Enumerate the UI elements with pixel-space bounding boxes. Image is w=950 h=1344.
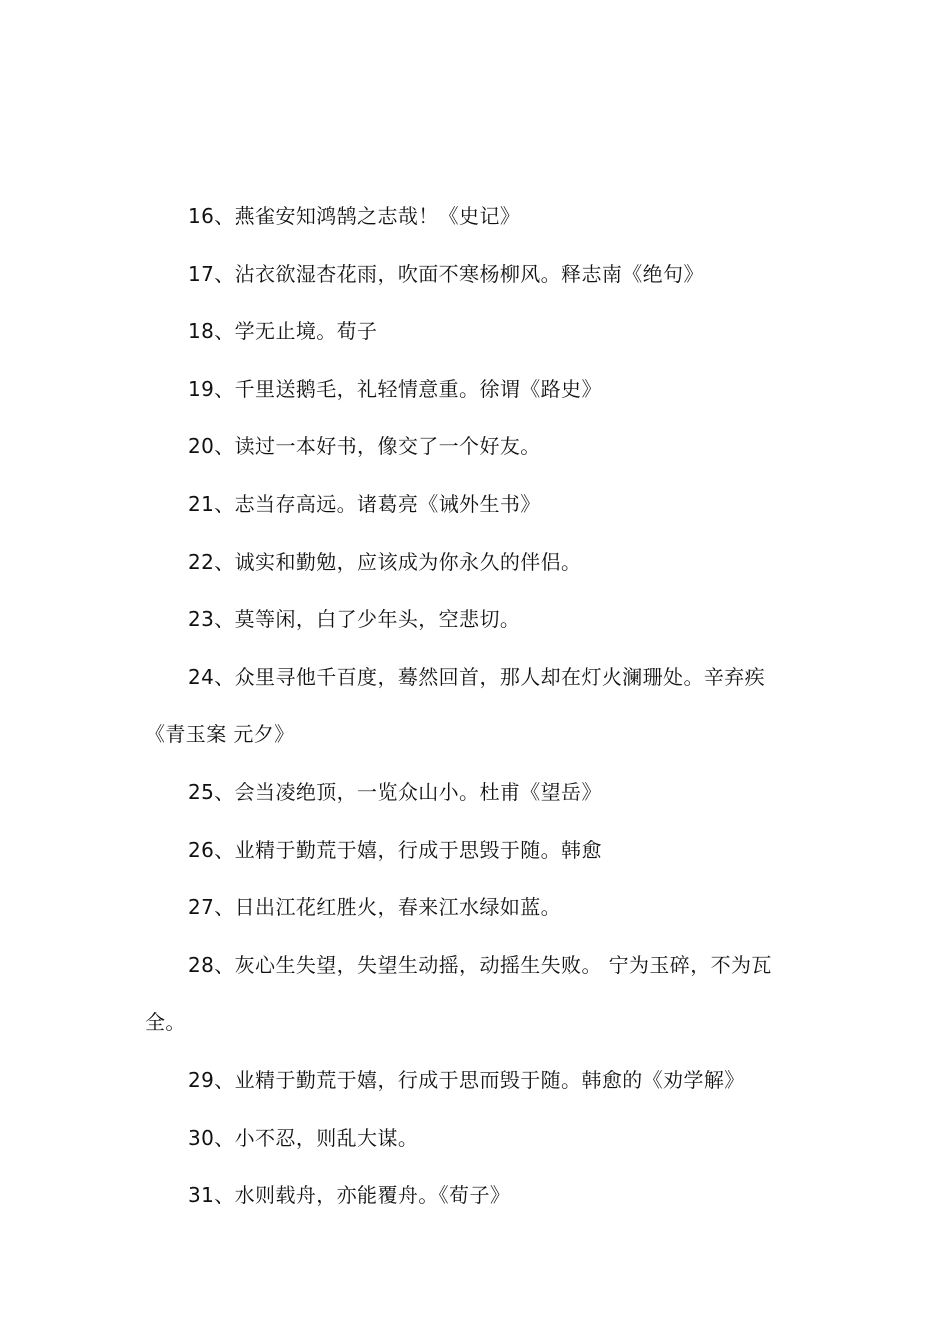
quote-item: 24、众里寻他千百度，蓦然回首，那人却在灯火澜珊处。辛弃疾 《青玉案 元夕》: [145, 664, 766, 747]
quote-item: 31、水则载舟，亦能覆舟。《荀子》: [188, 1183, 511, 1208]
quote-item: 23、莫等闲，白了少年头，空悲切。: [188, 607, 521, 632]
quote-item: 17、沾衣欲湿杏花雨，吹面不寒杨柳风。释志南《绝句》: [188, 261, 704, 286]
quote-item: 18、学无止境。荀子: [188, 319, 378, 344]
quote-item: 25、会当凌绝顶，一览众山小。杜甫《望岳》: [188, 779, 602, 804]
quote-item: 27、日出江花红胜火，春来江水绿如蓝。: [188, 895, 562, 920]
quote-item: 30、小不忍，则乱大谋。: [188, 1125, 419, 1150]
quote-item: 20、读过一本好书，像交了一个好友。: [188, 434, 541, 459]
quote-item: 26、业精于勤荒于嬉，行成于思毁于随。韩愈: [188, 837, 602, 862]
quote-item: 21、志当存高远。诸葛亮《诫外生书》: [188, 491, 541, 516]
quote-item: 22、诚实和勤勉，应该成为你永久的伴侣。: [188, 549, 582, 574]
quote-item: 16、燕雀安知鸿鹄之志哉！《史记》: [188, 204, 521, 228]
quote-item: 19、千里送鹅毛，礼轻情意重。徐谓《路史》: [188, 376, 602, 401]
quote-item: 28、灰心生失望，失望生动摇，动摇生失败。 宁为玉碎，不为瓦全。: [145, 952, 772, 1035]
quote-item: 29、业精于勤荒于嬉，行成于思而毁于随。韩愈的《劝学解》: [188, 1067, 745, 1092]
quote-list: [145, 188, 810, 1225]
